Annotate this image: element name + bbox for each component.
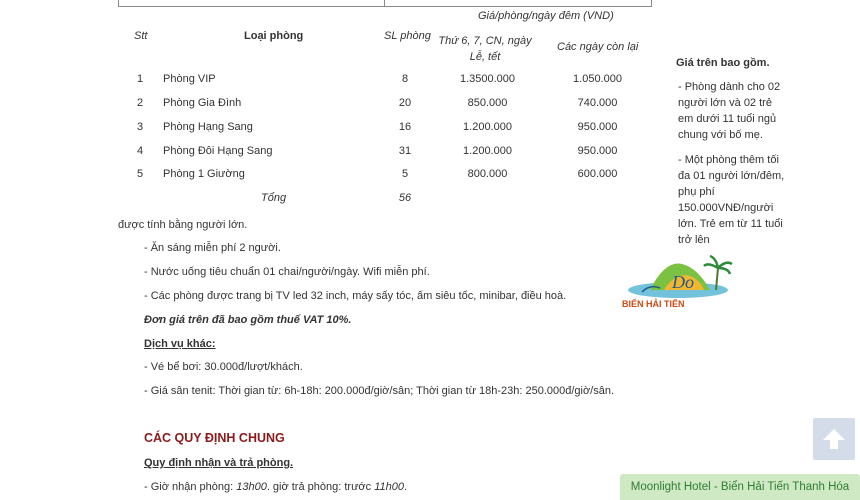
checkin-time: 13h00 — [236, 481, 267, 493]
row-stt: 2 — [137, 97, 144, 109]
row-stt: 1 — [137, 73, 144, 85]
row-room-name: Phòng Hạng Sang — [163, 121, 253, 133]
side-note-paragraph-2: - Một phòng thêm tối đa 01 người lớn/đêm, phụ phí 150.000VNĐ/người lớn. Trẻ em từ 11 tuổi trở lên — [678, 154, 785, 246]
col-weekend-header: Thứ 6, 7, CN, ngày Lễ, tết — [438, 35, 532, 63]
row-room-count: 8 — [401, 73, 409, 85]
water-wifi-text: - Nước uống tiêu chuẩn 01 chai/người/ngày. Wifi miễn phí. — [144, 266, 430, 278]
row-weekday-price: 740.000 — [577, 97, 618, 109]
checkin-checkout-text — [144, 481, 407, 493]
pool-price-text: - Vé bể bơi: 30.000đ/lượt/khách. — [144, 361, 303, 373]
row-weekday-price: 950.000 — [577, 121, 618, 133]
footer-hotel-tab[interactable] — [620, 474, 860, 500]
checkout-time: 11h00 — [374, 481, 404, 493]
col-room-count-header: SL phòng — [384, 30, 431, 42]
arrow-up-icon — [821, 426, 847, 452]
row-room-count: 20 — [398, 97, 412, 109]
bien-hai-tien-logo — [620, 250, 740, 316]
row-room-count: 31 — [398, 145, 412, 157]
checkout-suffix: . — [403, 481, 408, 493]
checkout-mid: . giờ trả phòng: trước — [266, 481, 375, 493]
checkin-prefix: - Giờ nhận phòng: — [144, 481, 237, 493]
row-room-count: 16 — [398, 121, 412, 133]
row-weekday-price: 1.050.000 — [573, 73, 622, 85]
row-stt: 4 — [137, 145, 144, 157]
checkin-rules-title: Quy định nhận và trả phòng. — [144, 457, 294, 469]
logo-text: BIỂN HẢI TIẾN — [622, 299, 685, 309]
col-stt-header: Stt — [134, 30, 148, 42]
row-stt: 3 — [137, 121, 144, 133]
footer-label: Moonlight Hotel - Biển Hải Tiến Thanh Hóa — [630, 481, 850, 493]
side-note-paragraph-1: - Phòng dành cho 02 người lớn và 02 trẻ em dưới 11 tuổi ngủ chung với bố mẹ. — [678, 81, 781, 141]
row-weekday-price: 950.000 — [577, 145, 618, 157]
vat-note: Đơn giá trên đã bao gồm thuế VAT 10%. — [144, 314, 352, 326]
col-room-type-header: Loại phòng — [244, 30, 304, 42]
other-services-title: Dịch vụ khác: — [144, 338, 216, 350]
price-group-header: Giá/phòng/ngày đêm (VND) — [478, 10, 614, 22]
side-note-title: Giá trên bao gồm. — [676, 57, 770, 69]
row-room-name: Phòng Đôi Hạng Sang — [163, 145, 273, 157]
logo-mark-letters: Do — [672, 272, 694, 292]
row-weekend-price: 1.200.000 — [463, 145, 512, 157]
tennis-price-text: - Giá sân tenit: Thời gian từ: 6h-18h: 200.000đ/giờ/sân; Thời gian từ 18h-23h: 250.000đ/giờ/sân. — [144, 385, 615, 397]
row-weekday-price: 600.000 — [577, 168, 618, 180]
row-weekend-price: 1.200.000 — [463, 121, 512, 133]
row-room-name: Phòng 1 Giường — [163, 168, 245, 180]
counted-as-adult-text: được tính bằng người lớn. — [118, 219, 248, 231]
row-stt: 5 — [137, 168, 144, 180]
row-weekend-price: 800.000 — [467, 168, 508, 180]
general-rules-title: CÁC QUY ĐỊNH CHUNG — [144, 431, 285, 445]
equipment-text: - Các phòng được trang bị TV led 32 inch, máy sấy tóc, ấm siêu tốc, minibar, điều hoà. — [144, 290, 567, 302]
breakfast-text: - Ăn sáng miễn phí 2 người. — [144, 242, 281, 254]
row-room-name: Phòng Gia Đình — [163, 97, 242, 109]
table-top-border — [118, 0, 652, 7]
col-weekday-header: Các ngày còn lại — [557, 41, 639, 53]
total-label: Tổng — [261, 192, 287, 204]
row-weekend-price: 850.000 — [467, 97, 508, 109]
row-room-name: Phòng VIP — [163, 73, 216, 85]
row-weekend-price: 1.3500.000 — [459, 73, 516, 85]
total-value: 56 — [398, 192, 412, 204]
scroll-top-button[interactable] — [813, 418, 855, 460]
row-room-count: 5 — [401, 168, 409, 180]
